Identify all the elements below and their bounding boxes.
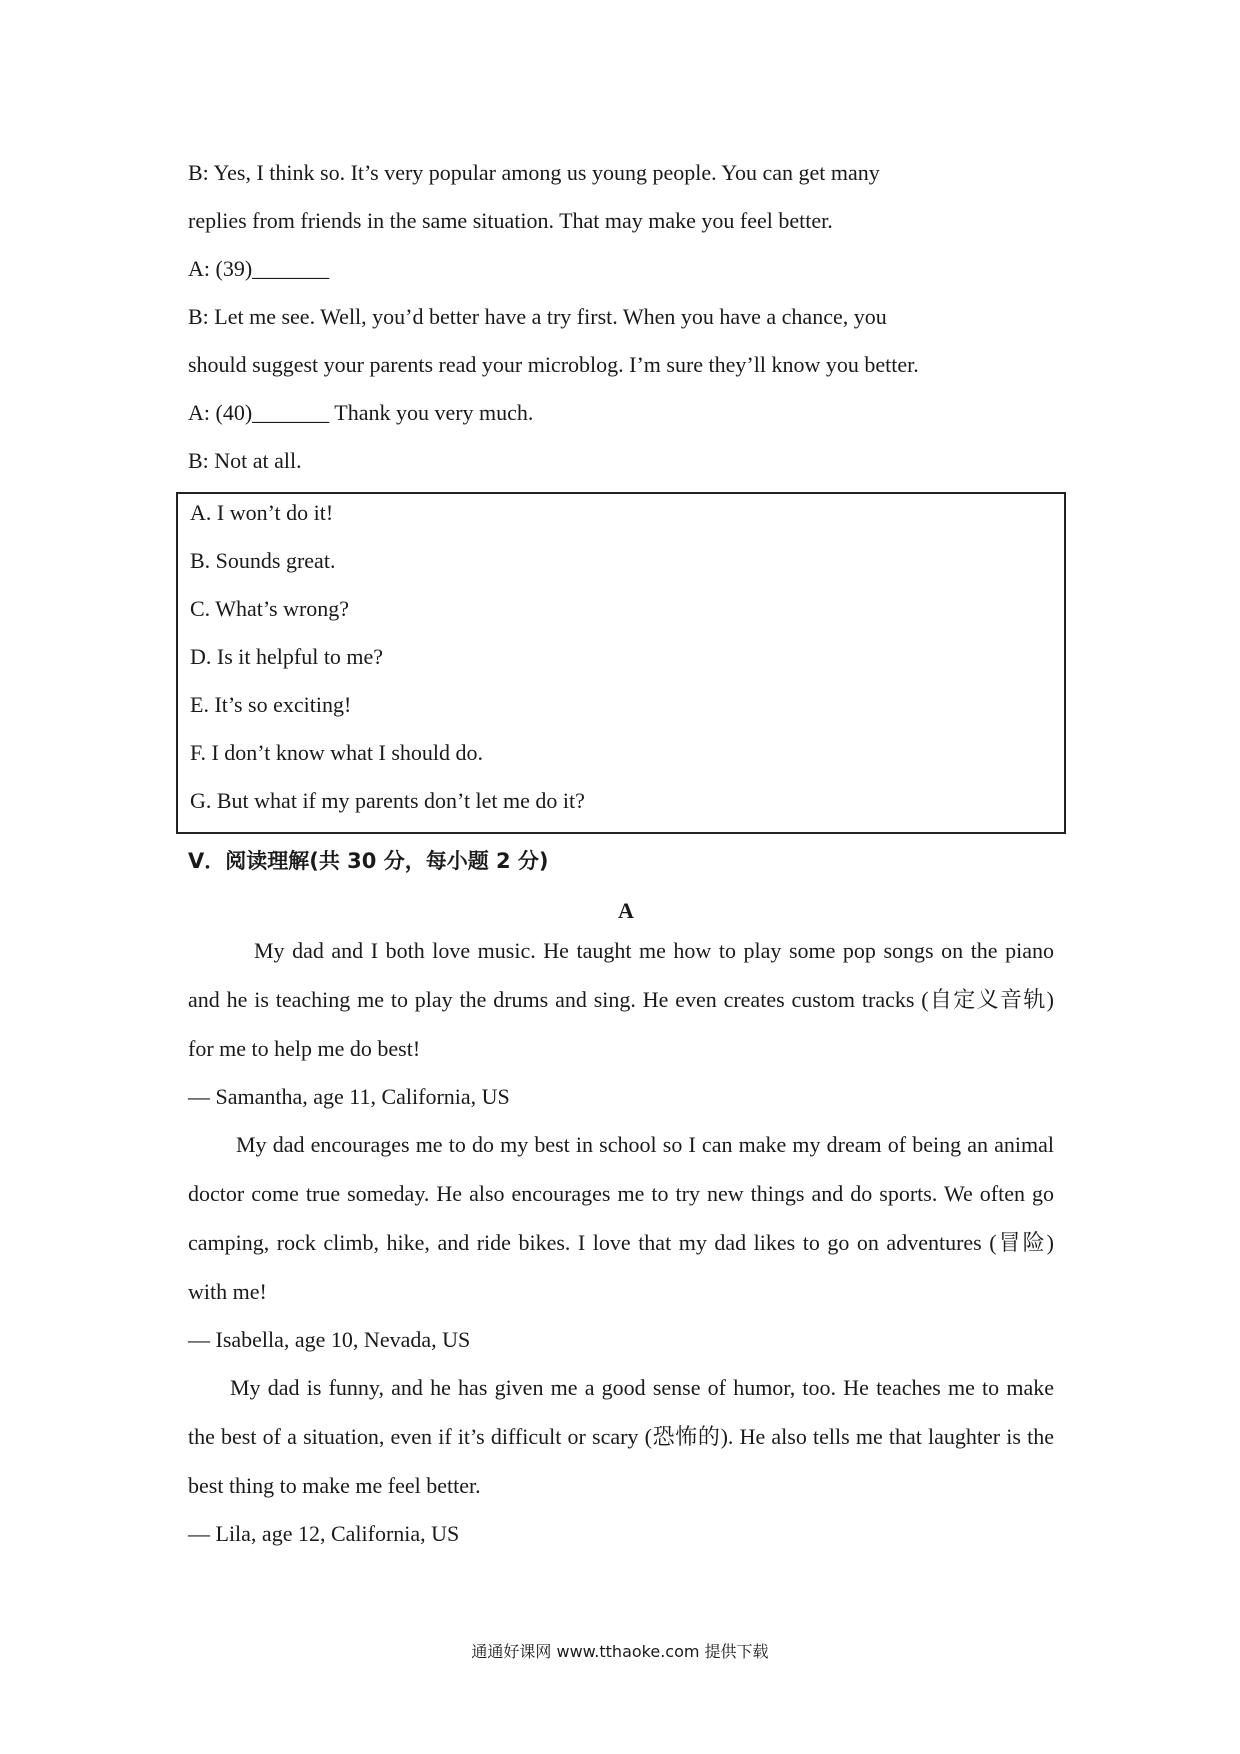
passage-signature: — Isabella, age 10, Nevada, US bbox=[188, 1327, 471, 1352]
passage-paragraph: My dad and I both love music. He taught me how to play some pop songs on the piano and he is teaching me to play the drums and sing. He even creates custom tracks (自定义音轨) for me to help me do best! bbox=[188, 938, 1054, 1061]
dialogue-line: B: Not at all. bbox=[188, 448, 302, 473]
passage-paragraph: My dad encourages me to do my best in school so I can make my dream of being an animal doctor come true someday. He also encourages me to try new things and do sports. We often go camping, rock climb, hike, and ride bikes. I love that my dad likes to go on adventures (冒险) with me! bbox=[188, 1132, 1054, 1304]
option-item: G. But what if my parents don’t let me do it? bbox=[190, 788, 585, 813]
dialogue-line: B: Let me see. Well, you’d better have a try first. When you have a chance, you bbox=[188, 304, 887, 329]
page-footer: 通通好课网 www.tthaoke.com 提供下载 bbox=[471, 1642, 769, 1661]
dialogue-line: A: (39)_______ bbox=[188, 256, 330, 281]
dialogue-line: A: (40)_______ Thank you very much. bbox=[188, 400, 534, 425]
passage-paragraph: My dad is funny, and he has given me a good sense of humor, too. He teaches me to make the best of a situation, even if it’s difficult or scary (恐怖的). He also tells me that laughter is the best thing to make me feel better. bbox=[188, 1375, 1054, 1498]
option-item: B. Sounds great. bbox=[190, 548, 336, 573]
option-item: A. I won’t do it! bbox=[190, 500, 334, 525]
option-item: D. Is it helpful to me? bbox=[190, 644, 384, 669]
option-item: E. It’s so exciting! bbox=[190, 692, 352, 717]
passage-signature: — Lila, age 12, California, US bbox=[188, 1521, 460, 1546]
option-item: C. What’s wrong? bbox=[190, 596, 350, 621]
option-item: F. I don’t know what I should do. bbox=[190, 740, 483, 765]
dialogue-line: replies from friends in the same situation. That may make you feel better. bbox=[188, 208, 833, 233]
passage-letter: A bbox=[618, 898, 634, 923]
dialogue-line: should suggest your parents read your microblog. I’m sure they’ll know you better. bbox=[188, 352, 919, 377]
section-title: V．阅读理解(共 30 分，每小题 2 分) bbox=[188, 849, 549, 873]
dialogue-line: B: Yes, I think so. It’s very popular among us young people. You can get many bbox=[188, 160, 880, 185]
options-box bbox=[176, 492, 1066, 834]
passage-signature: — Samantha, age 11, California, US bbox=[188, 1084, 510, 1109]
